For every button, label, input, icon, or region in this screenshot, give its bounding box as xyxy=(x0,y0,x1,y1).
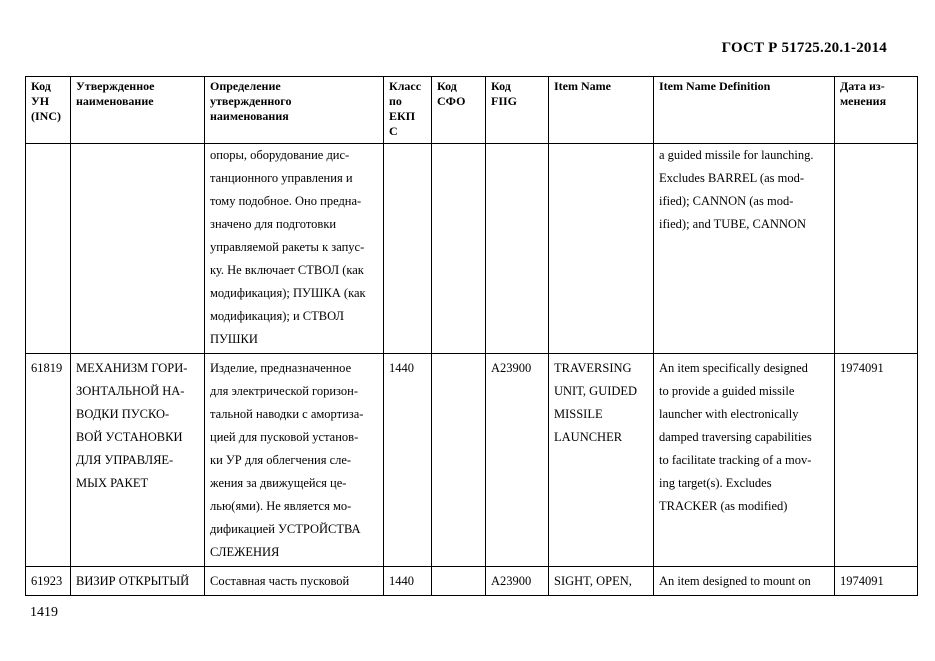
cell-line: ВИЗИР ОТКРЫТЫЙ xyxy=(76,574,190,588)
cell-line: 1974091 xyxy=(840,574,884,588)
cell-line: значено для подготовки xyxy=(210,217,337,231)
approved-name-cell xyxy=(71,144,205,354)
definition-cell xyxy=(205,354,384,567)
table-row xyxy=(26,354,918,567)
cell-line: ing target(s). Excludes xyxy=(659,476,772,490)
cell-line: 61819 xyxy=(31,361,63,375)
nomenclature-table xyxy=(25,76,918,596)
cell-line: ку. Не включает СТВОЛ (как xyxy=(210,263,364,277)
cell-line: ПУШКИ xyxy=(210,332,258,346)
cell-line: ВОЙ УСТАНОВКИ xyxy=(76,430,183,444)
sfo-code-cell xyxy=(432,144,486,354)
cell-line: Excludes BARREL (as mod- xyxy=(659,171,805,185)
fiig-code-cell xyxy=(486,354,549,567)
cell-line: Код xyxy=(31,79,51,93)
inc-cell xyxy=(26,144,71,354)
cell-line: Item Name Definition xyxy=(659,79,771,93)
cell-line: тому подобное. Оно предна- xyxy=(210,194,362,208)
cell-line: тальной наводки с амортиза- xyxy=(210,407,364,421)
table-header-row xyxy=(26,77,918,144)
cell-line: a guided missile for launching. xyxy=(659,148,814,162)
cell-line: 1974091 xyxy=(840,361,884,375)
cell-line: ДЛЯ УПРАВЛЯЕ- xyxy=(76,453,174,467)
fiig-code-cell xyxy=(486,567,549,596)
cell-line: (INC) xyxy=(31,109,61,123)
cell-line: 61923 xyxy=(31,574,63,588)
definition-cell xyxy=(205,144,384,354)
cell-line: TRAVERSING xyxy=(554,361,632,375)
cell-line: по xyxy=(389,94,402,108)
cell-line: 1440 xyxy=(389,574,414,588)
change-date-cell xyxy=(835,144,918,354)
inc-cell xyxy=(26,567,71,596)
cell-line: A23900 xyxy=(491,574,532,588)
standard-designation: ГОСТ Р 51725.20.1-2014 xyxy=(721,40,887,56)
cell-line: утвержденного xyxy=(210,94,292,108)
item-name-definition-cell xyxy=(654,567,835,596)
header-sfo-code xyxy=(432,77,486,144)
cell-line: A23900 xyxy=(491,361,532,375)
cell-line: FIIG xyxy=(491,94,518,108)
cell-line: An item designed to mount on xyxy=(659,574,811,588)
cell-line: С xyxy=(389,124,398,138)
cell-line: лью(ями). Не является мо- xyxy=(210,499,352,513)
header-item-name-definition xyxy=(654,77,835,144)
table-row xyxy=(26,567,918,596)
cell-line: MISSILE xyxy=(554,407,603,421)
cell-line: управляемой ракеты к запус- xyxy=(210,240,365,254)
class-cell xyxy=(384,354,432,567)
cell-line: Определение xyxy=(210,79,281,93)
header-inc xyxy=(26,77,71,144)
cell-line: Составная часть пусковой xyxy=(210,574,350,588)
cell-line: UNIT, GUIDED xyxy=(554,384,638,398)
change-date-cell xyxy=(835,567,918,596)
header-class xyxy=(384,77,432,144)
cell-line: наименования xyxy=(210,109,289,123)
cell-line: МЫХ РАКЕТ xyxy=(76,476,149,490)
page-number: 1419 xyxy=(30,605,58,620)
cell-line: ЗОНТАЛЬНОЙ НА- xyxy=(76,384,185,398)
cell-line: танционного управления и xyxy=(210,171,353,185)
cell-line: ки УР для облегчения сле- xyxy=(210,453,352,467)
cell-line: Утвержденное xyxy=(76,79,155,93)
cell-line: УН xyxy=(31,94,50,108)
cell-line: цией для пусковой установ- xyxy=(210,430,359,444)
cell-line: Класс xyxy=(389,79,422,93)
header-approved-name xyxy=(71,77,205,144)
cell-line: Item Name xyxy=(554,79,611,93)
header-fiig-code xyxy=(486,77,549,144)
definition-cell xyxy=(205,567,384,596)
cell-line: damped traversing capabilities xyxy=(659,430,812,444)
header-change-date xyxy=(835,77,918,144)
sfo-code-cell xyxy=(432,567,486,596)
cell-line: 1440 xyxy=(389,361,414,375)
sfo-code-cell xyxy=(432,354,486,567)
cell-line: ЕКП xyxy=(389,109,416,123)
cell-line: жения за движущейся це- xyxy=(210,476,347,490)
cell-line: Код xyxy=(437,79,457,93)
item-name-definition-cell xyxy=(654,144,835,354)
cell-line: менения xyxy=(840,94,887,108)
approved-name-cell xyxy=(71,354,205,567)
cell-line: to facilitate tracking of a mov- xyxy=(659,453,812,467)
cell-line: МЕХАНИЗМ ГОРИ- xyxy=(76,361,188,375)
cell-line: TRACKER (as modified) xyxy=(659,499,788,513)
cell-line: LAUNCHER xyxy=(554,430,623,444)
cell-line: Изделие, предназначенное xyxy=(210,361,352,375)
cell-line: дификацией УСТРОЙСТВА xyxy=(210,522,361,536)
cell-line: для электрической горизон- xyxy=(210,384,359,398)
cell-line: Дата из- xyxy=(840,79,885,93)
item-name-cell xyxy=(549,567,654,596)
cell-line: ВОДКИ ПУСКО- xyxy=(76,407,170,421)
cell-line: ified); CANNON (as mod- xyxy=(659,194,794,208)
cell-line: Код xyxy=(491,79,511,93)
fiig-code-cell xyxy=(486,144,549,354)
cell-line: to provide a guided missile xyxy=(659,384,795,398)
cell-line: An item specifically designed xyxy=(659,361,808,375)
table-row xyxy=(26,144,918,354)
change-date-cell xyxy=(835,354,918,567)
header-definition xyxy=(205,77,384,144)
cell-line: СЛЕЖЕНИЯ xyxy=(210,545,280,559)
cell-line: СФО xyxy=(437,94,466,108)
class-cell xyxy=(384,567,432,596)
cell-line: модификация); ПУШКА (как xyxy=(210,286,366,300)
header-item-name xyxy=(549,77,654,144)
cell-line: модификация); и СТВОЛ xyxy=(210,309,344,323)
class-cell xyxy=(384,144,432,354)
approved-name-cell xyxy=(71,567,205,596)
item-name-cell xyxy=(549,354,654,567)
cell-line: launcher with electronically xyxy=(659,407,799,421)
inc-cell xyxy=(26,354,71,567)
cell-line: наименование xyxy=(76,94,154,108)
cell-line: ified); and TUBE, CANNON xyxy=(659,217,806,231)
cell-line: SIGHT, OPEN, xyxy=(554,574,632,588)
item-name-definition-cell xyxy=(654,354,835,567)
item-name-cell xyxy=(549,144,654,354)
cell-line: опоры, оборудование дис- xyxy=(210,148,350,162)
